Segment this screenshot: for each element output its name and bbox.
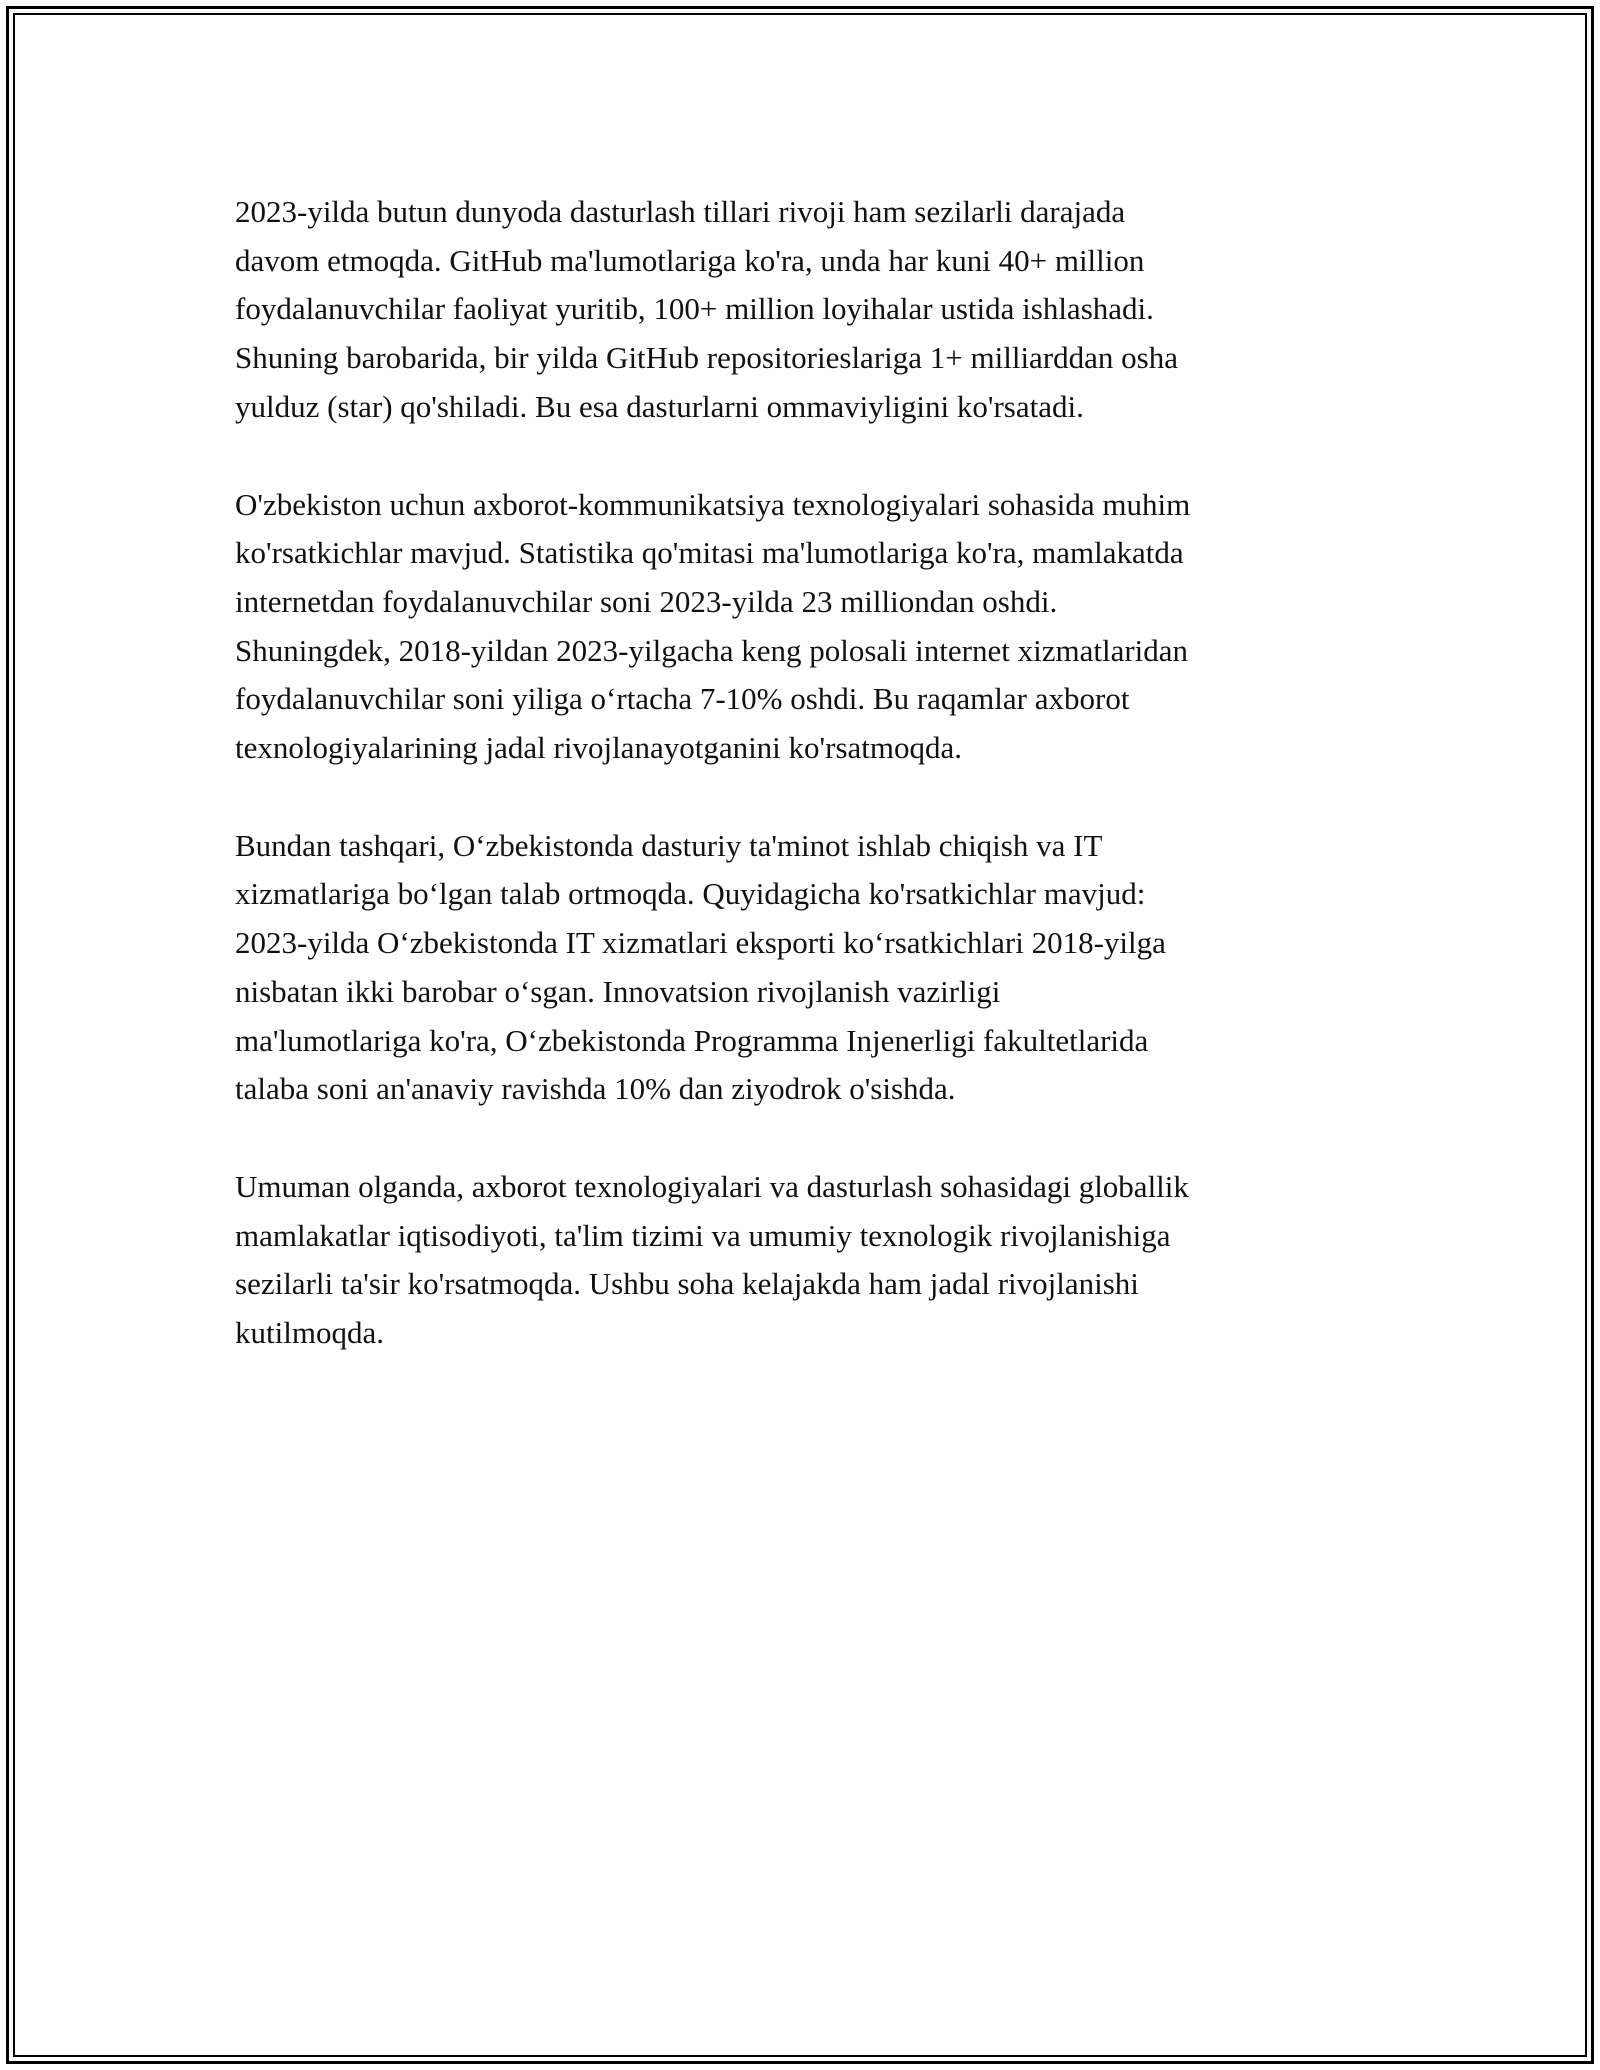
text-line: kutilmoqda. <box>235 1315 384 1351</box>
text-line: internetdan foydalanuvchilar soni 2023-yilda 23 milliondan oshdi. <box>235 583 1058 619</box>
text-line: 2023-yilda butun dunyoda dasturlash tillari rivoji ham sezilarli darajada <box>235 194 1126 229</box>
text-line: texnologiyalarining jadal rivojlanayotganini ko'rsatmoqda. <box>235 730 963 766</box>
text-line: nisbatan ikki barobar o‘sgan. Innovatsion rivojlanish vazirligi <box>235 973 1001 1009</box>
paragraph-conclusion <box>235 1163 1395 1358</box>
text-line: foydalanuvchilar soni yiliga o‘rtacha 7-10% oshdi. Bu raqamlar axborot <box>235 681 1130 717</box>
text-line: davom etmoqda. GitHub ma'lumotlariga ko'ra, unda har kuni 40+ million <box>235 242 1145 278</box>
text-line: Shuningdek, 2018-yildan 2023-yilgacha keng polosali internet xizmatlaridan <box>235 632 1189 668</box>
text-line: sezilarli ta'sir ko'rsatmoqda. Ushbu soha kelajakda ham jadal rivojlanishi <box>235 1266 1139 1302</box>
text-line: ko'rsatkichlar mavjud. Statistika qo'mitasi ma'lumotlariga ko'ra, mamlakatda <box>235 535 1184 571</box>
text-line: talaba soni an'anaviy ravishda 10% dan ziyodrok o'sishda. <box>235 1071 956 1107</box>
text-line: 2023-yilda O‘zbekistonda IT xizmatlari eksporti ko‘rsatkichlari 2018-yilga <box>235 925 1166 961</box>
text-line: xizmatlariga bo‘lgan talab ortmoqda. Quyidagicha ko'rsatkichlar mavjud: <box>235 876 1146 912</box>
paragraph-uzbekistan-ict <box>235 481 1395 773</box>
text-line: ma'lumotlariga ko'ra, O‘zbekistonda Programma Injenerligi fakultetlarida <box>235 1022 1149 1058</box>
text-line: Bundan tashqari, O‘zbekistonda dasturiy ta'minot ishlab chiqish va IT <box>235 827 1103 863</box>
paragraph-it-services <box>235 822 1395 1114</box>
document-body <box>235 188 1395 1407</box>
text-line: Shuning barobarida, bir yilda GitHub repositorieslariga 1+ milliarddan osha <box>235 340 1178 376</box>
text-line: mamlakatlar iqtisodiyoti, ta'lim tizimi va umumiy texnologik rivojlanishiga <box>235 1217 1171 1253</box>
paragraph-github-statistics <box>235 188 1395 432</box>
text-line: O'zbekiston uchun axborot-kommunikatsiya texnologiyalari sohasida muhim <box>235 486 1191 522</box>
text-line: foydalanuvchilar faoliyat yuritib, 100+ million loyihalar ustida ishlashadi. <box>235 291 1154 327</box>
text-line: Umuman olganda, axborot texnologiyalari va dasturlash sohasidagi globallik <box>235 1168 1189 1204</box>
text-line: yulduz (star) qo'shiladi. Bu esa dasturlarni ommaviyligini ko'rsatadi. <box>235 388 1084 424</box>
